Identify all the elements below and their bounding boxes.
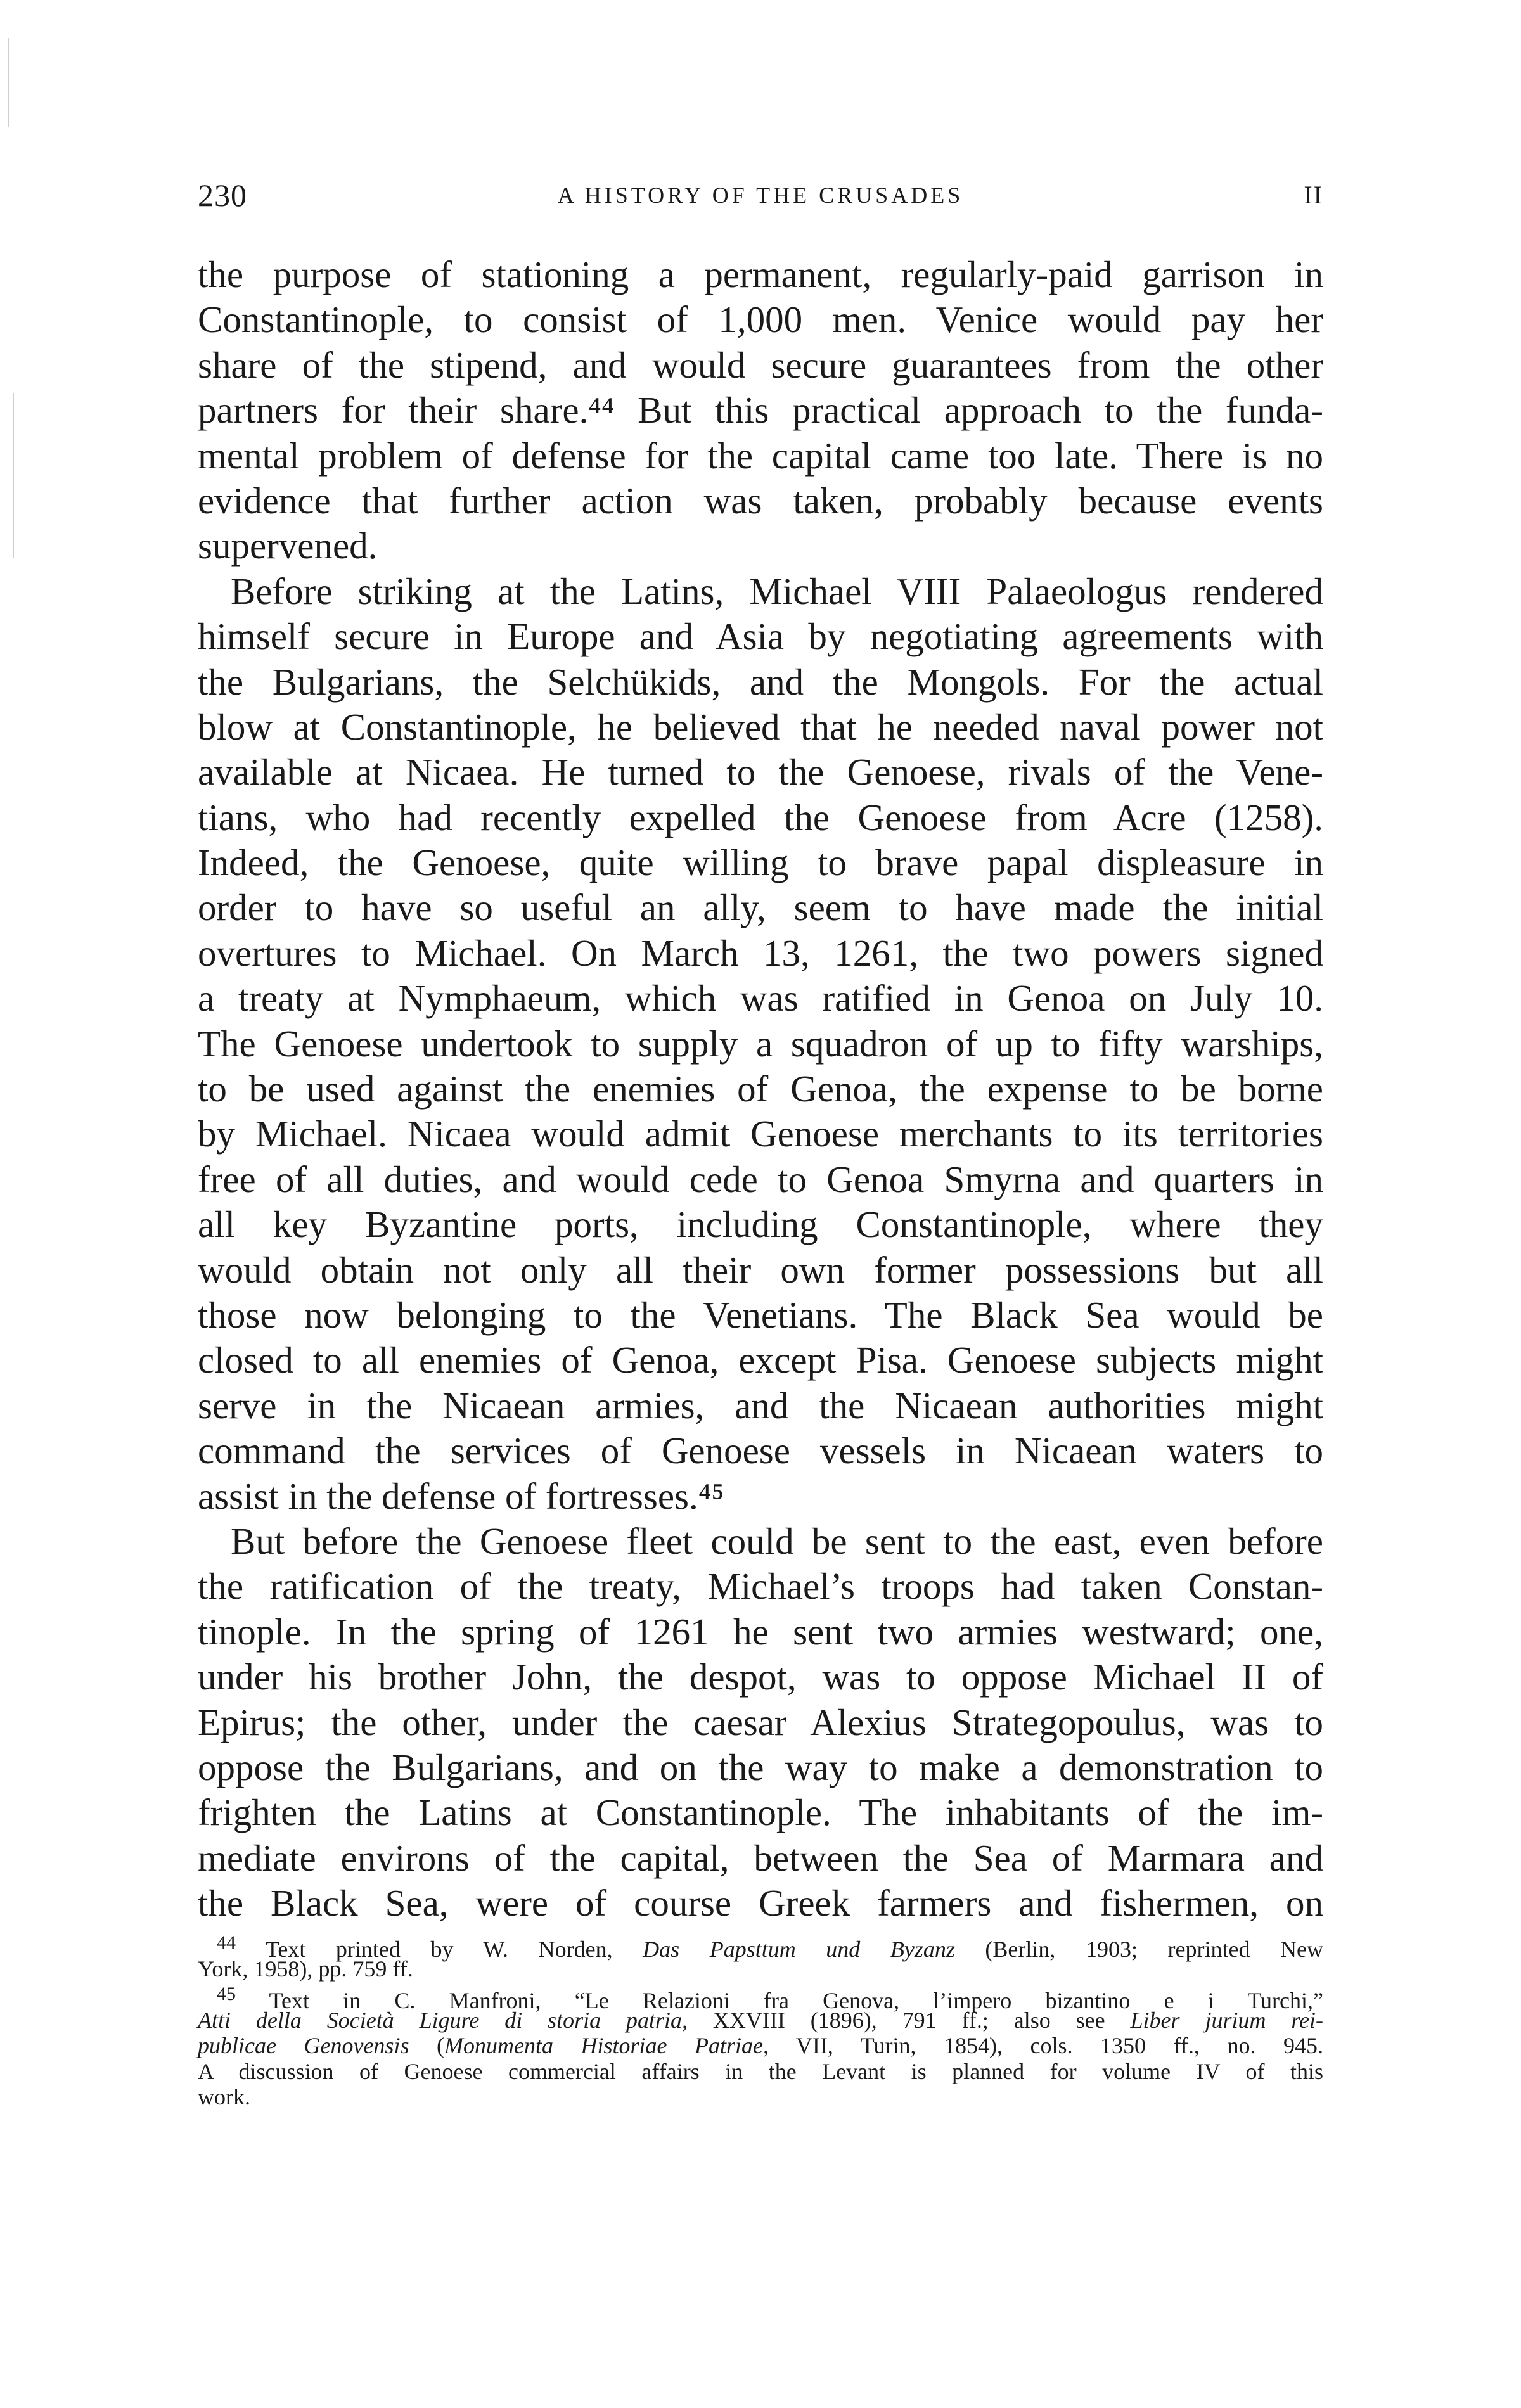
footnote-45-line: A discussion of Genoese commercial affairs in the Levant is planned for volume IV of this [198, 2058, 1323, 2084]
text-line: a treaty at Nymphaeum, which was ratified in Genoa on July 10. [198, 977, 1323, 1020]
text-line: share of the stipend, and would secure guarantees from the other [198, 343, 1323, 386]
text-line: But before the Genoese fleet could be sent to the east, even before [231, 1520, 1323, 1562]
text-line: Indeed, the Genoese, quite willing to brave papal displeasure in [198, 842, 1323, 884]
text-line: serve in the Nicaean armies, and the Nicaean authorities might [198, 1384, 1323, 1426]
body-text [198, 252, 1323, 1926]
footnote-text: VII, Turin, 1854), cols. 1350 ff., no. 945. [769, 2033, 1323, 2058]
text-line: The Genoese undertook to supply a squadron of up to fifty warships, [198, 1022, 1323, 1065]
text-line: mental problem of defense for the capital came too late. There is no [198, 434, 1323, 477]
scan-edge-mark [8, 38, 9, 127]
footnote-title: Monumenta Historiae Patriae, [444, 2033, 769, 2058]
text-line: evidence that further action was taken, probably because events [198, 479, 1323, 522]
text-line: would obtain not only all their own former possessions but all [198, 1248, 1323, 1291]
footnote-45-line [198, 1982, 1323, 2013]
text-line: assist in the defense of fortresses.⁴⁵ [198, 1475, 724, 1517]
text-line: mediate environs of the capital, between the Sea of Marmara and [198, 1836, 1323, 1879]
text-line: to be used against the enemies of Genoa, the expense to be borne [198, 1068, 1323, 1110]
text-line: by Michael. Nicaea would admit Genoese merchants to its territories [198, 1113, 1323, 1155]
footnote-text: (Berlin, 1903; reprinted New [954, 1937, 1324, 1962]
footnote-marker: 44 [217, 1932, 236, 1953]
text-line: oppose the Bulgarians, and on the way to make a demonstration to [198, 1746, 1323, 1788]
scan-edge-mark [13, 393, 14, 558]
footnote-text: Text in C. Manfroni, “Le Relazioni fra Genova, l’impero bizantino e i Turchi,” [236, 1988, 1323, 2013]
footnote-title: Das Papsttum und Byzanz [643, 1937, 955, 1962]
text-line: Constantinople, to consist of 1,000 men. Venice would pay her [198, 298, 1323, 341]
text-line: the Black Sea, were of course Greek farmers and fishermen, on [198, 1882, 1323, 1924]
footnote-text: ( [409, 2033, 444, 2058]
text-line: frighten the Latins at Constantinople. The inhabitants of the im- [198, 1791, 1323, 1834]
text-line: free of all duties, and would cede to Genoa Smyrna and quarters in [198, 1158, 1323, 1200]
running-title: A HISTORY OF THE CRUSADES [557, 183, 964, 208]
text-line: partners for their share.⁴⁴ But this practical approach to the funda- [198, 389, 1323, 432]
text-line: closed to all enemies of Genoa, except Pisa. Genoese subjects might [198, 1339, 1323, 1381]
text-line: blow at Constantinople, he believed that he needed naval power not [198, 705, 1323, 748]
footnote-title: Liber jurium rei- [1130, 2007, 1323, 2033]
text-line: available at Nicaea. He turned to the Genoese, rivals of the Vene- [198, 751, 1323, 793]
footnote-marker: 45 [217, 1983, 236, 2004]
text-line: those now belonging to the Venetians. The Black Sea would be [198, 1293, 1323, 1336]
text-line: all key Byzantine ports, including Constantinople, where they [198, 1203, 1323, 1246]
page-number: 230 [198, 177, 247, 213]
footnotes [198, 1930, 1323, 2110]
volume-number: II [1304, 181, 1323, 209]
footnote-text: XXVIII (1896), 791 ff.; also see [688, 2007, 1131, 2033]
footnote-title: publicae Genovensis [198, 2033, 409, 2058]
text-line: supervened. [198, 525, 378, 567]
text-line: under his brother John, the despot, was to oppose Michael II of [198, 1656, 1323, 1698]
text-line: the ratification of the treaty, Michael’s troops had taken Constan- [198, 1565, 1323, 1608]
footnote-44-line [198, 1930, 1324, 1962]
footnote-44-line: York, 1958), pp. 759 ff. [198, 1956, 413, 1982]
running-head [198, 176, 1323, 214]
text-line: Epirus; the other, under the caesar Alexius Strategopoulus, was to [198, 1701, 1323, 1743]
text-line: order to have so useful an ally, seem to have made the initial [198, 887, 1323, 929]
text-line: tinople. In the spring of 1261 he sent two armies westward; one, [198, 1610, 1323, 1653]
text-line: Before striking at the Latins, Michael VIII Palaeologus rendered [231, 570, 1323, 612]
text-line: himself secure in Europe and Asia by negotiating agreements with [198, 615, 1323, 658]
text-line: the purpose of stationing a permanent, regularly-paid garrison in [198, 253, 1323, 295]
text-line: overtures to Michael. On March 13, 1261, the two powers signed [198, 932, 1323, 974]
footnote-title: Atti della Società Ligure di storia patria, [198, 2007, 688, 2033]
text-line: tians, who had recently expelled the Genoese from Acre (1258). [198, 796, 1323, 838]
text-line: the Bulgarians, the Selchükids, and the Mongols. For the actual [198, 660, 1323, 703]
footnote-45-line [198, 2008, 1323, 2033]
footnote-45-line: work. [198, 2084, 250, 2110]
text-line: command the services of Genoese vessels in Nicaean waters to [198, 1430, 1323, 1472]
footnote-text: Text printed by W. Norden, [236, 1937, 643, 1962]
footnote-45-line [198, 2033, 1323, 2059]
